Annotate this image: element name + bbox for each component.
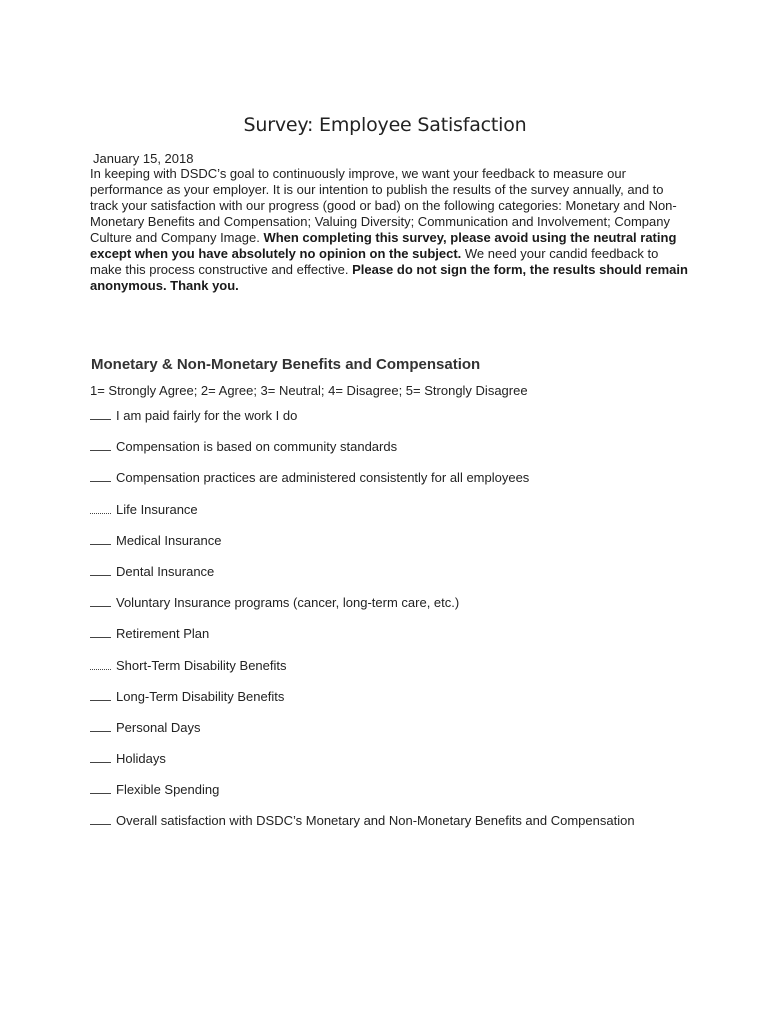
survey-item [90,626,690,657]
survey-item [90,689,690,720]
survey-item [90,782,690,813]
survey-item-label: Compensation is based on community standards [116,439,398,455]
survey-item-label: Compensation practices are administered consistently for all employees [116,470,530,486]
intro-bold-2: Please do not sign the form, the results should remain anonymous. Thank you. [90,262,688,293]
survey-item [90,751,690,782]
rating-scale: 1= Strongly Agree; 2= Agree; 3= Neutral; 4= Disagree; 5= Strongly Disagree [90,383,528,398]
survey-item [90,564,690,595]
survey-item-label: Overall satisfaction with DSDC’s Monetary and Non-Monetary Benefits and Compensation [116,813,635,829]
page-title: Survey: Employee Satisfaction [243,114,527,136]
survey-item-label: Holidays [116,751,166,767]
survey-item [90,533,690,564]
survey-items [90,408,690,829]
survey-item [90,439,690,470]
intro-bold-1: When completing this survey, please avoid using the neutral rating except when you have absolutely no opinion on the subject. [90,230,677,261]
survey-item-label: Retirement Plan [116,626,210,642]
rating-blank[interactable] [90,564,111,576]
rating-blank[interactable] [90,813,111,825]
rating-blank[interactable] [90,439,111,451]
survey-item-label: Short-Term Disability Benefits [116,657,287,673]
rating-blank[interactable] [90,782,111,794]
survey-item-label: Life Insurance [116,501,198,517]
survey-item-label: Personal Days [116,719,201,735]
survey-item [90,408,690,439]
survey-item-label: Medical Insurance [116,532,222,548]
rating-blank[interactable] [90,470,111,482]
rating-blank[interactable] [90,751,111,763]
survey-item-label: I am paid fairly for the work I do [116,408,298,423]
rating-blank[interactable] [90,626,111,638]
intro-text-1: In keeping with DSDC’s goal to continuously improve, we want your feedback to measure our performance as your employer. It is our intention to publish the results of the survey annually, and to track your satisfaction with our progress (good or bad) on the following categories: Monetary and Non-Monetary Benefits and Compensation; Valuing Diversity; Communication and Involvement; Company Culture and Company Image. [90,166,677,245]
section-heading: Monetary & Non-Monetary Benefits and Compensation [91,356,481,373]
intro-text-2: We need your candid feedback to make this process constructive and effective. [90,246,659,277]
intro-paragraph [90,166,690,294]
rating-blank[interactable] [90,408,111,420]
rating-blank[interactable] [90,502,111,514]
survey-item-label: Dental Insurance [116,563,215,579]
rating-blank[interactable] [90,595,111,607]
survey-item [90,720,690,751]
survey-item-label: Voluntary Insurance programs (cancer, long-term care, etc.) [116,595,460,611]
survey-item [90,502,690,533]
rating-blank[interactable] [90,658,111,670]
survey-item [90,470,690,501]
rating-blank[interactable] [90,689,111,701]
survey-date: January 15, 2018 [93,151,194,166]
survey-item-label: Long-Term Disability Benefits [116,688,285,704]
rating-blank[interactable] [90,533,111,545]
survey-item-label: Flexible Spending [116,782,220,798]
survey-item [90,813,690,829]
survey-item [90,595,690,626]
rating-blank[interactable] [90,720,111,732]
survey-item [90,658,690,689]
